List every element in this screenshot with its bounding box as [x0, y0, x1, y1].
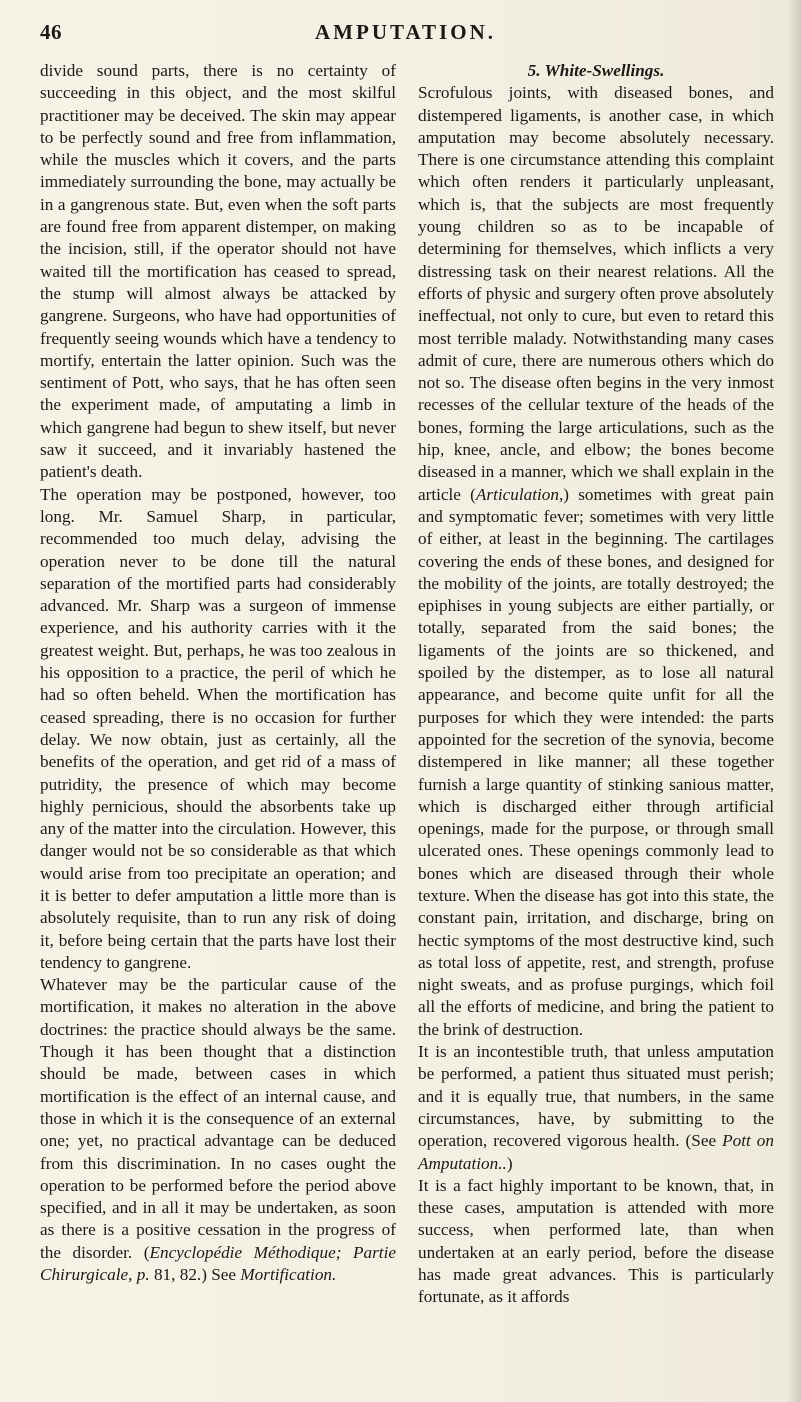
paragraph-text: 81, 82.) See	[149, 1265, 241, 1285]
citation: Encyclopédie Méthodique; Partie Chirurgicale, p.	[40, 1242, 396, 1285]
paragraph	[418, 82, 774, 1041]
section-heading: 5. White-Swellings.	[527, 61, 665, 80]
left-column	[40, 60, 396, 1286]
right-column	[418, 60, 774, 1309]
page-header	[40, 20, 771, 52]
page-edge-shadow	[787, 0, 801, 1402]
citation: Pott on Amputation..	[418, 1131, 774, 1173]
paragraph-text: )	[506, 1153, 513, 1173]
paragraph-text: Whatever may be the particular cause of the mortification, it makes no alteration in the above doctrines: the practice should always be the same. Though it has been thought that a distinction should be made, between cases in which mortification is the effect of an internal cause, and those in which it is the consequence of an external one; yet, no practical advantage can be deduced from this discrimination. In no cases ought the operation to be performed before the period above specified, and in all it may be undertaken, as soon as there is a positive cessation in the progress of the disorder. (	[40, 975, 396, 1262]
paragraph: divide sound parts, there is no certainty of succeeding in this object, and the most skilful practitioner may be deceived. The skin may appear to be perfectly sound and free from inflammation, while the muscles which it covers, and the parts immediately surrounding the bone, may actually be in a gangrenous state. But, even when the soft parts are found free from apparent distemper, on making the incision, still, if the operator should not have waited till the mortification has ceased to spread, the stump will almost always be attacked by gangrene. Surgeons, who have had opportunities of frequently seeing wounds which have a tendency to mortify, entertain the latter opinion. Such was the sentiment of Pott, who says, that he has often seen the experiment made, of amputating a limb in which gangrene had begun to shew itself, but never saw it succeed, and it invariably hastened the patient's death.	[40, 61, 396, 482]
paragraph-text: It is an incontestible truth, that unless amputation be performed, a patient thus situated must perish; and it is equally true, that numbers, in the same circumstances, have, by submitting to the operation, recovered vigorous health. (See	[418, 1042, 774, 1151]
paragraph-text: ) sometimes with great pain and symptomatic fever; sometimes with very little of either, at least in the beginning. The cartilages covering the ends of these bones, and designed for the mobility of the joints, are totally destroyed; the epiphises in young subjects are either partially, or totally, separated from the said bones; the ligaments of the joints are so thickened, and spoiled by the distemper, as to lose all natural appearance, and become quite unfit for all the purposes for which they were intended: the parts appointed for the secretion of the synovia, become distempered in like manner; all these together furnish a large quantity of stinking sanious matter, which is discharged either through artificial openings, made for the purpose, or through small ulcerated ones. These openings commonly lead to bones which are diseased through their whole texture. When the disease has got into this state, the constant pain, irritation, and discharge, bring on hectic symptoms of the most destructive kind, such as total loss of appetite, rest, and strength, profuse night sweats, and as profuse purgings, which foil all the efforts of medicine, and bring the patient to the brink of destruction.	[418, 484, 774, 1039]
page-number: 46	[40, 20, 62, 44]
cross-reference: Articulation,	[475, 484, 564, 504]
paragraph	[418, 1041, 774, 1175]
text-columns	[40, 60, 774, 1380]
paragraph: The operation may be postponed, however, too long. Mr. Samuel Sharp, in particular, recommended too much delay, advising the operation never to be done till the natural separation of the mortified parts had considerably advanced. Mr. Sharp was a surgeon of immense experience, and his authority carries with it the greatest weight. But, perhaps, he was too zealous in his opposition to a practice, the peril of which he had so often beheld. When the mortification has ceased spreading, there is no occasion for further delay. We now obtain, just as certainly, all the benefits of the operation, and get rid of a mass of putridity, the presence of which may become highly pernicious, should the absorbents take up any of the matter into the circulation. However, this danger would not be so considerable as that which would arise from too precipitate an operation; and it is better to defer amputation a little more than is absolutely requisite, than to run any risk of doing it, before being certain that the parts have lost their tendency to gangrene.	[40, 484, 396, 972]
paragraph	[40, 974, 396, 1286]
paragraph-text: Scrofulous joints, with diseased bones, and distempered ligaments, is another case, in which amputation may become absolutely necessary. There is one circumstance attending this complaint which often renders it particularly unpleasant, which is, that the subjects are most frequently young children so as to be incapable of determining for themselves, which inflicts a very distressing task on their nearest relations. All the efforts of physic and surgery often prove absolutely ineffectual, not only to cure, but even to retard this most terrible malady. Notwithstanding many cases admit of cure, there are numerous others which do not so. The disease often begins in the very inmost recesses of the cellular texture of the heads of the bones, forming the large articulations, such as the hip, knee, ancle, and elbow; the bones become diseased in a manner, which we shall explain in the article (	[418, 83, 774, 504]
running-head: AMPUTATION.	[315, 20, 496, 44]
paragraph: It is a fact highly important to be known, that, in these cases, amputation is attended with more success, when performed late, than when undertaken at an early period, before the disease has made great advances. This is particularly fortunate, as it affords	[418, 1175, 774, 1307]
cross-reference: Mortification.	[240, 1265, 337, 1285]
